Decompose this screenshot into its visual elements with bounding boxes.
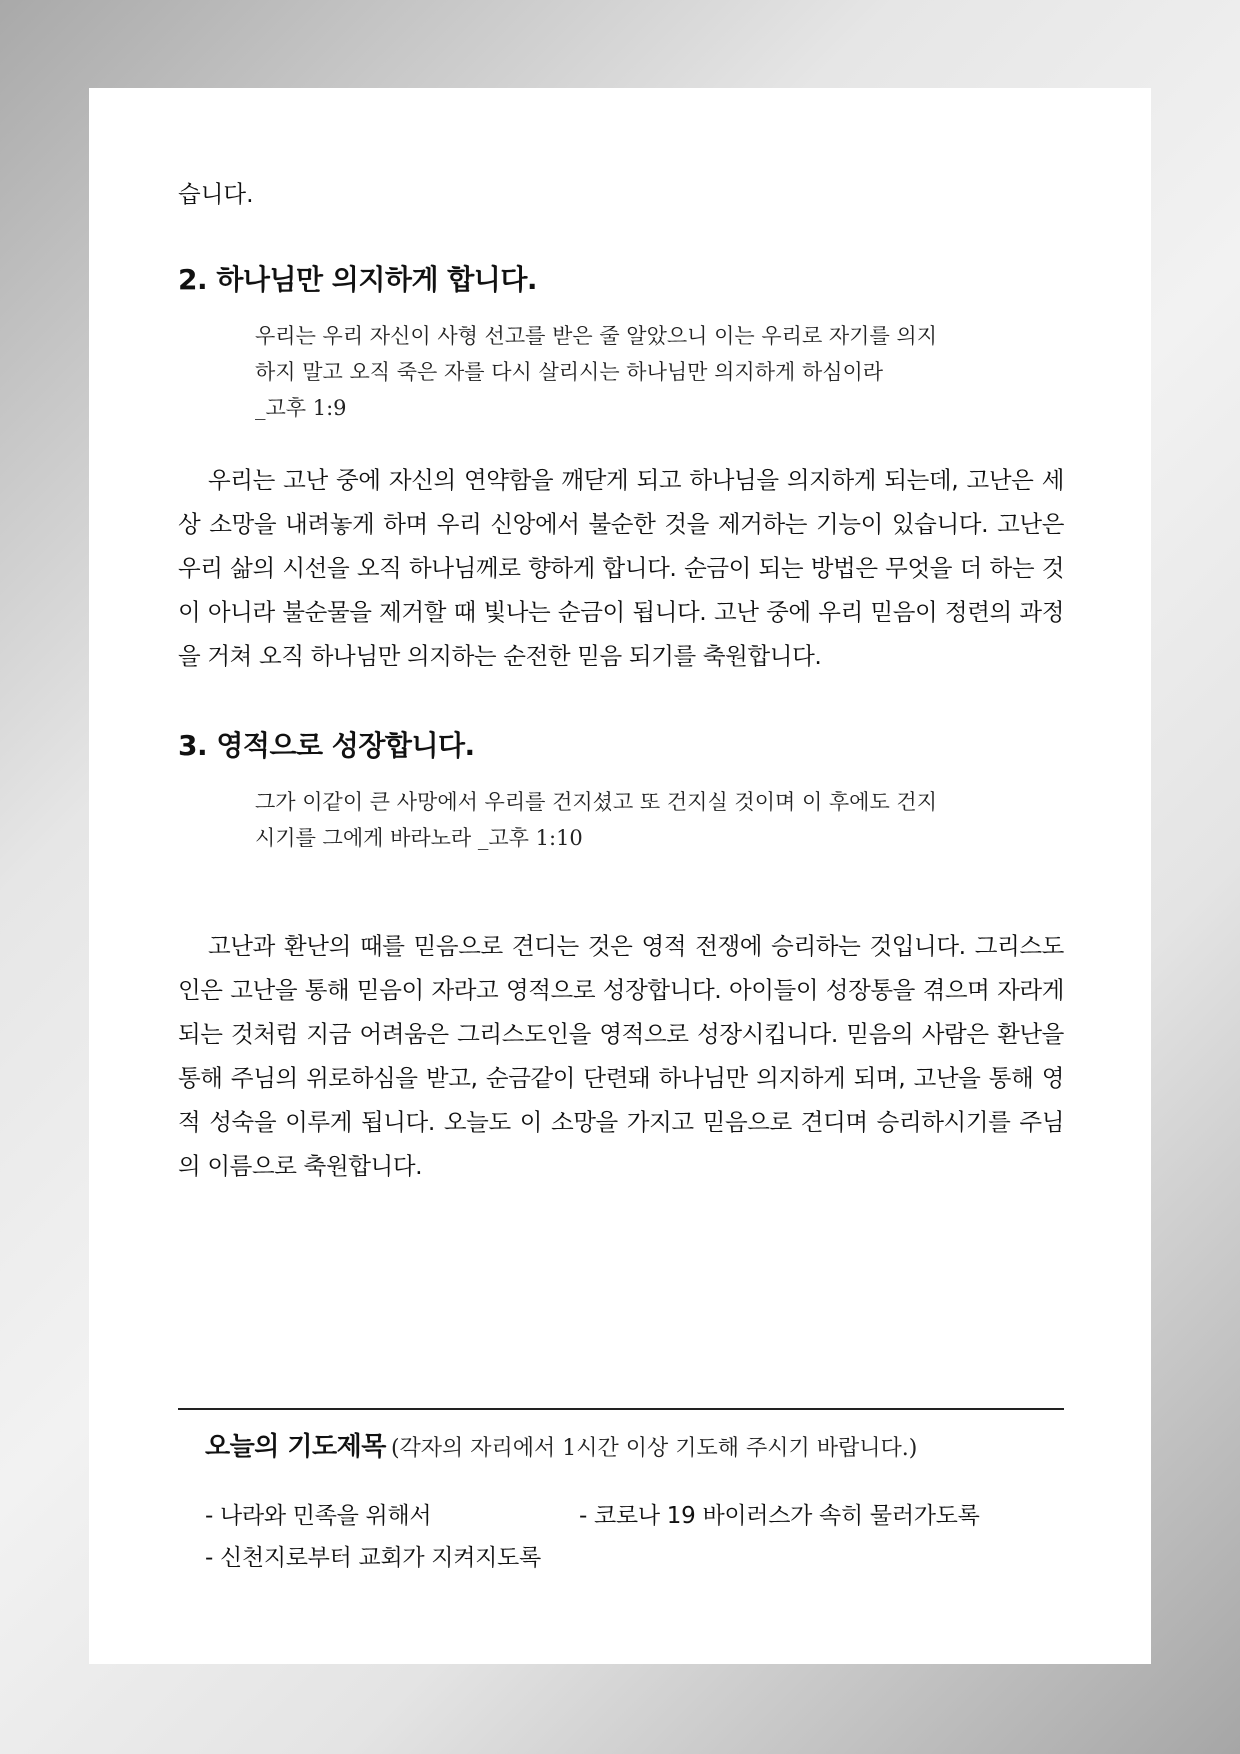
quote-line: 하지 말고 오직 죽은 자를 다시 살리시는 하나님만 의지하게 하심이라: [255, 360, 884, 384]
prayer-item: - 신천지로부터 교회가 지켜지도록: [205, 1545, 541, 1571]
prayer-title: [205, 1426, 1065, 1471]
section-3-scripture-quote: [255, 784, 1095, 856]
continuation-text: 습니다.: [178, 180, 254, 208]
section-2-heading: 2. 하나님만 의지하게 합니다.: [178, 263, 538, 296]
section-2-scripture-quote: [255, 318, 1095, 426]
prayer-subtitle: (각자의 자리에서 1시간 이상 기도해 주시기 바랍니다.): [390, 1436, 918, 1461]
quote-line: 그가 이같이 큰 사망에서 우리를 건지셨고 또 건지실 것이며 이 후에도 건지: [255, 790, 938, 814]
section-3-heading: 3. 영적으로 성장합니다.: [178, 729, 475, 762]
document-page: [89, 88, 1151, 1664]
quote-line: 시기를 그에게 바라노라 _고후 1:10: [255, 826, 583, 850]
quote-line: 우리는 우리 자신이 사형 선고를 받은 줄 알았으니 이는 우리로 자기를 의지: [255, 324, 938, 348]
prayer-item: - 코로나 19 바이러스가 속히 물러가도록: [579, 1503, 980, 1529]
section-2-body: 우리는 고난 중에 자신의 연약함을 깨닫게 되고 하나님을 의지하게 되는데, 고난은 세상 소망을 내려놓게 하며 우리 신앙에서 불순한 것을 제거하는 기능이 있습니다. 고난은 우리 삶의 시선을 오직 하나님께로 향하게 합니다. 순금이 되는 방법은 무엇을 더 하는 것이 아니라 불순물을 제거할 때 빛나는 순금이 됩니다. 고난 중에 우리 믿음이 정련의 과정을 거쳐 오직 하나님만 의지하는 순전한 믿음 되기를 축원합니다.: [178, 466, 1064, 670]
prayer-title-label: 오늘의 기도제목: [205, 1432, 386, 1462]
prayer-item: - 나라와 민족을 위해서: [205, 1503, 432, 1529]
divider: [178, 1408, 1064, 1410]
section-3-body: 고난과 환난의 때를 믿음으로 견디는 것은 영적 전쟁에 승리하는 것입니다. 그리스도인은 고난을 통해 믿음이 자라고 영적으로 성장합니다. 아이들이 성장통을 겪으며 자라게 되는 것처럼 지금 어려움은 그리스도인을 영적으로 성장시킵니다. 믿음의 사람은 환난을 통해 주님의 위로하심을 받고, 순금같이 단련돼 하나님만 의지하게 되며, 고난을 통해 영적 성숙을 이루게 됩니다. 오늘도 이 소망을 가지고 믿음으로 견디며 승리하시기를 주님의 이름으로 축원합니다.: [178, 932, 1064, 1180]
quote-reference: _고후 1:9: [255, 396, 347, 420]
